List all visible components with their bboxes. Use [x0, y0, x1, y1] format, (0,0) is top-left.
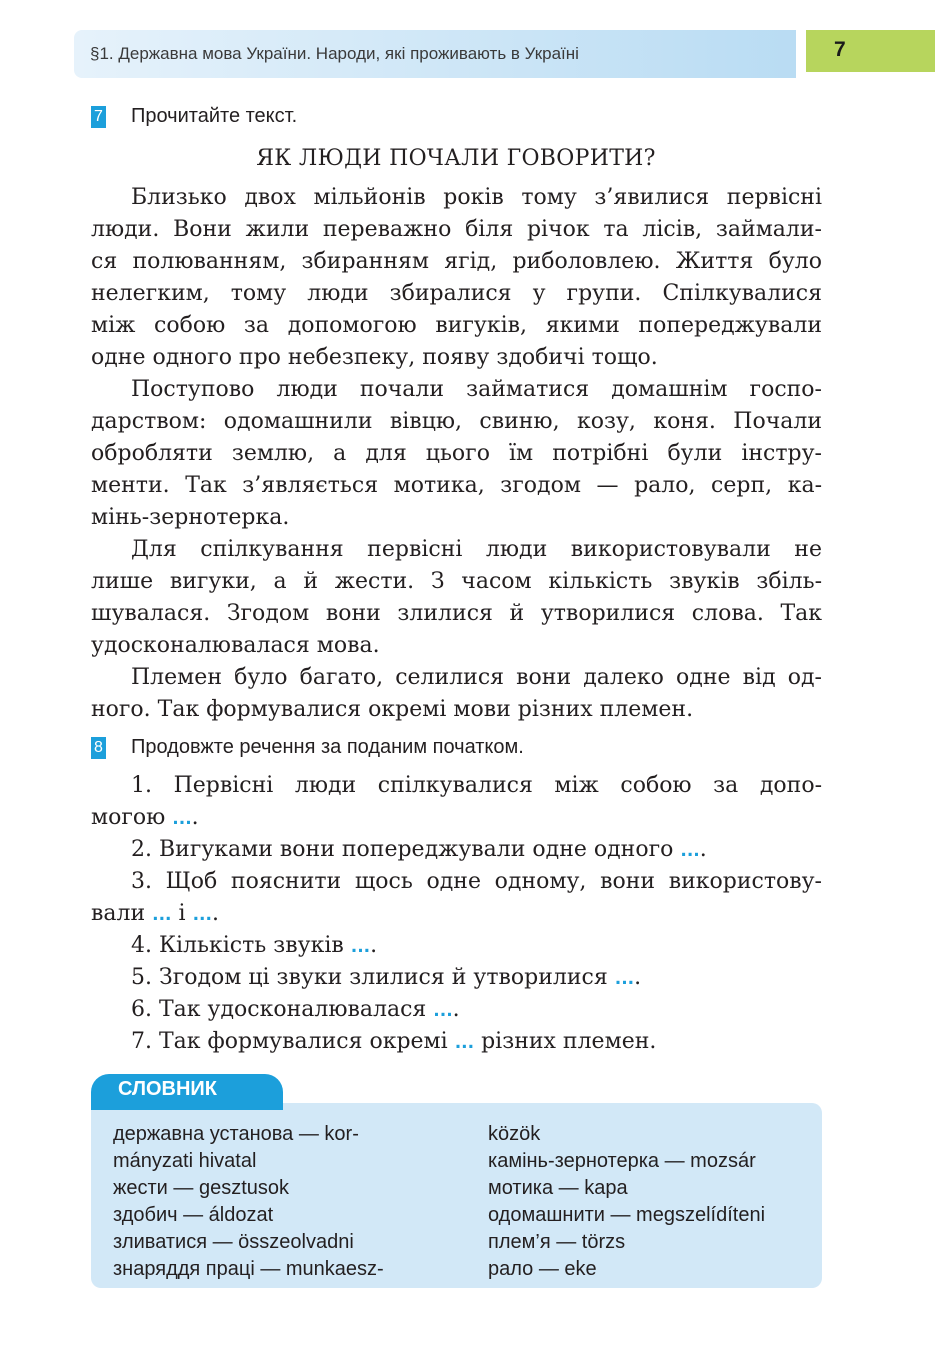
vocab-entry: одомашнити — megszelídíteni	[488, 1204, 766, 1226]
text-line: Для спілкування первісні люди використовували не	[131, 537, 822, 562]
blank-ellipsis: ...	[433, 1001, 453, 1021]
blank-ellipsis: ...	[454, 1033, 475, 1053]
vocab-entry: közök	[488, 1123, 541, 1145]
text-line: люди. Вони жили переважно біля річок та лісів, займали-	[91, 217, 822, 242]
vocab-entry: рало — eke	[488, 1258, 597, 1280]
task-instruction: Продовжте речення за поданим початком.	[131, 736, 524, 758]
text-line: удосконалювалася мова.	[91, 633, 380, 658]
vocab-entry: жести — gesztusok	[113, 1177, 289, 1199]
text-line: між собою за допомогою вигуків, якими попереджували	[91, 313, 822, 338]
sentence-line: 1. Первісні люди спілкувалися між собою за допо-	[131, 773, 822, 798]
blank-ellipsis: ...	[192, 905, 212, 925]
blank-ellipsis: ...	[614, 969, 635, 989]
sentence-line: 5. Згодом ці звуки злилися й утворилися ....	[131, 965, 642, 990]
sentence-line: 6. Так удосконалювалася ....	[131, 997, 460, 1022]
text-line: Близько двох мільйонів років тому з’явилися первісні	[131, 185, 822, 210]
sentence-line: 2. Вигуками вони попереджували одне одного ....	[131, 837, 707, 862]
vocab-entry: державна установа — kor-	[113, 1123, 359, 1145]
sentence-line: 3. Щоб пояснити щось одне одному, вони використову-	[131, 869, 822, 894]
vocab-entry: знаряддя праці — munkaesz-	[113, 1258, 384, 1280]
text-line: Поступово люди почали займатися домашнім госпо-	[131, 377, 822, 402]
page-number: 7	[834, 38, 846, 61]
blank-ellipsis: ...	[172, 809, 192, 829]
sentence-line: 4. Кількість звуків ....	[131, 933, 378, 958]
vocab-entry: мотика — kapa	[488, 1177, 628, 1199]
vocab-entry: mányzati hivatal	[113, 1150, 257, 1172]
section-title: §1. Державна мова України. Народи, які проживають в Україні	[90, 44, 579, 63]
text-line: нелегким, тому люди збиралися у групи. Спілкувалися	[91, 281, 822, 306]
text-title: ЯК ЛЮДИ ПОЧАЛИ ГОВОРИТИ?	[256, 146, 656, 171]
task-number-badge: 8	[91, 737, 106, 759]
text-line: обробляти землю, а для цього їм потрібні були інстру-	[91, 441, 822, 466]
sentence-line: могою ....	[91, 805, 199, 830]
vocab-entry: плем’я — törzs	[488, 1231, 626, 1253]
page-number-box	[806, 30, 935, 72]
text-line: дарством: одомашнили вівцю, свиню, козу, коня. Почали	[91, 409, 822, 434]
sentence-line: 7. Так формувалися окремі ... різних племен.	[131, 1029, 657, 1054]
text-line: шувалася. Згодом вони злилися й утворилися слова. Так	[91, 601, 822, 626]
text-line: лише вигуки, а й жести. З часом кількість звуків збіль-	[91, 569, 822, 594]
text-line: одне одного про небезпеку, появу здобичі тощо.	[91, 345, 658, 370]
text-line: ного. Так формувалися окремі мови різних племен.	[91, 697, 694, 722]
blank-ellipsis: ...	[680, 841, 700, 861]
blank-ellipsis: ...	[350, 937, 371, 957]
blank-ellipsis: ...	[152, 905, 172, 925]
text-line: ся полюванням, збиранням ягід, риболовлею. Життя було	[91, 249, 822, 274]
vocab-entry: камінь-зернотерка — mozsár	[488, 1150, 756, 1172]
vocab-entry: зливатися — összeolvadni	[113, 1231, 354, 1253]
vocabulary-title: СЛОВНИК	[118, 1078, 218, 1100]
task-instruction: Прочитайте текст.	[131, 105, 298, 127]
vocab-entry: здобич — áldozat	[113, 1204, 274, 1226]
task-number-badge: 7	[91, 106, 106, 128]
text-line: мінь-зернотерка.	[91, 505, 290, 530]
text-line: Племен було багато, селилися вони далеко одне від од-	[131, 665, 822, 690]
text-line: менти. Так з’являється мотика, згодом — рало, серп, ка-	[91, 473, 822, 498]
sentence-line: вали ... і ....	[91, 901, 219, 926]
